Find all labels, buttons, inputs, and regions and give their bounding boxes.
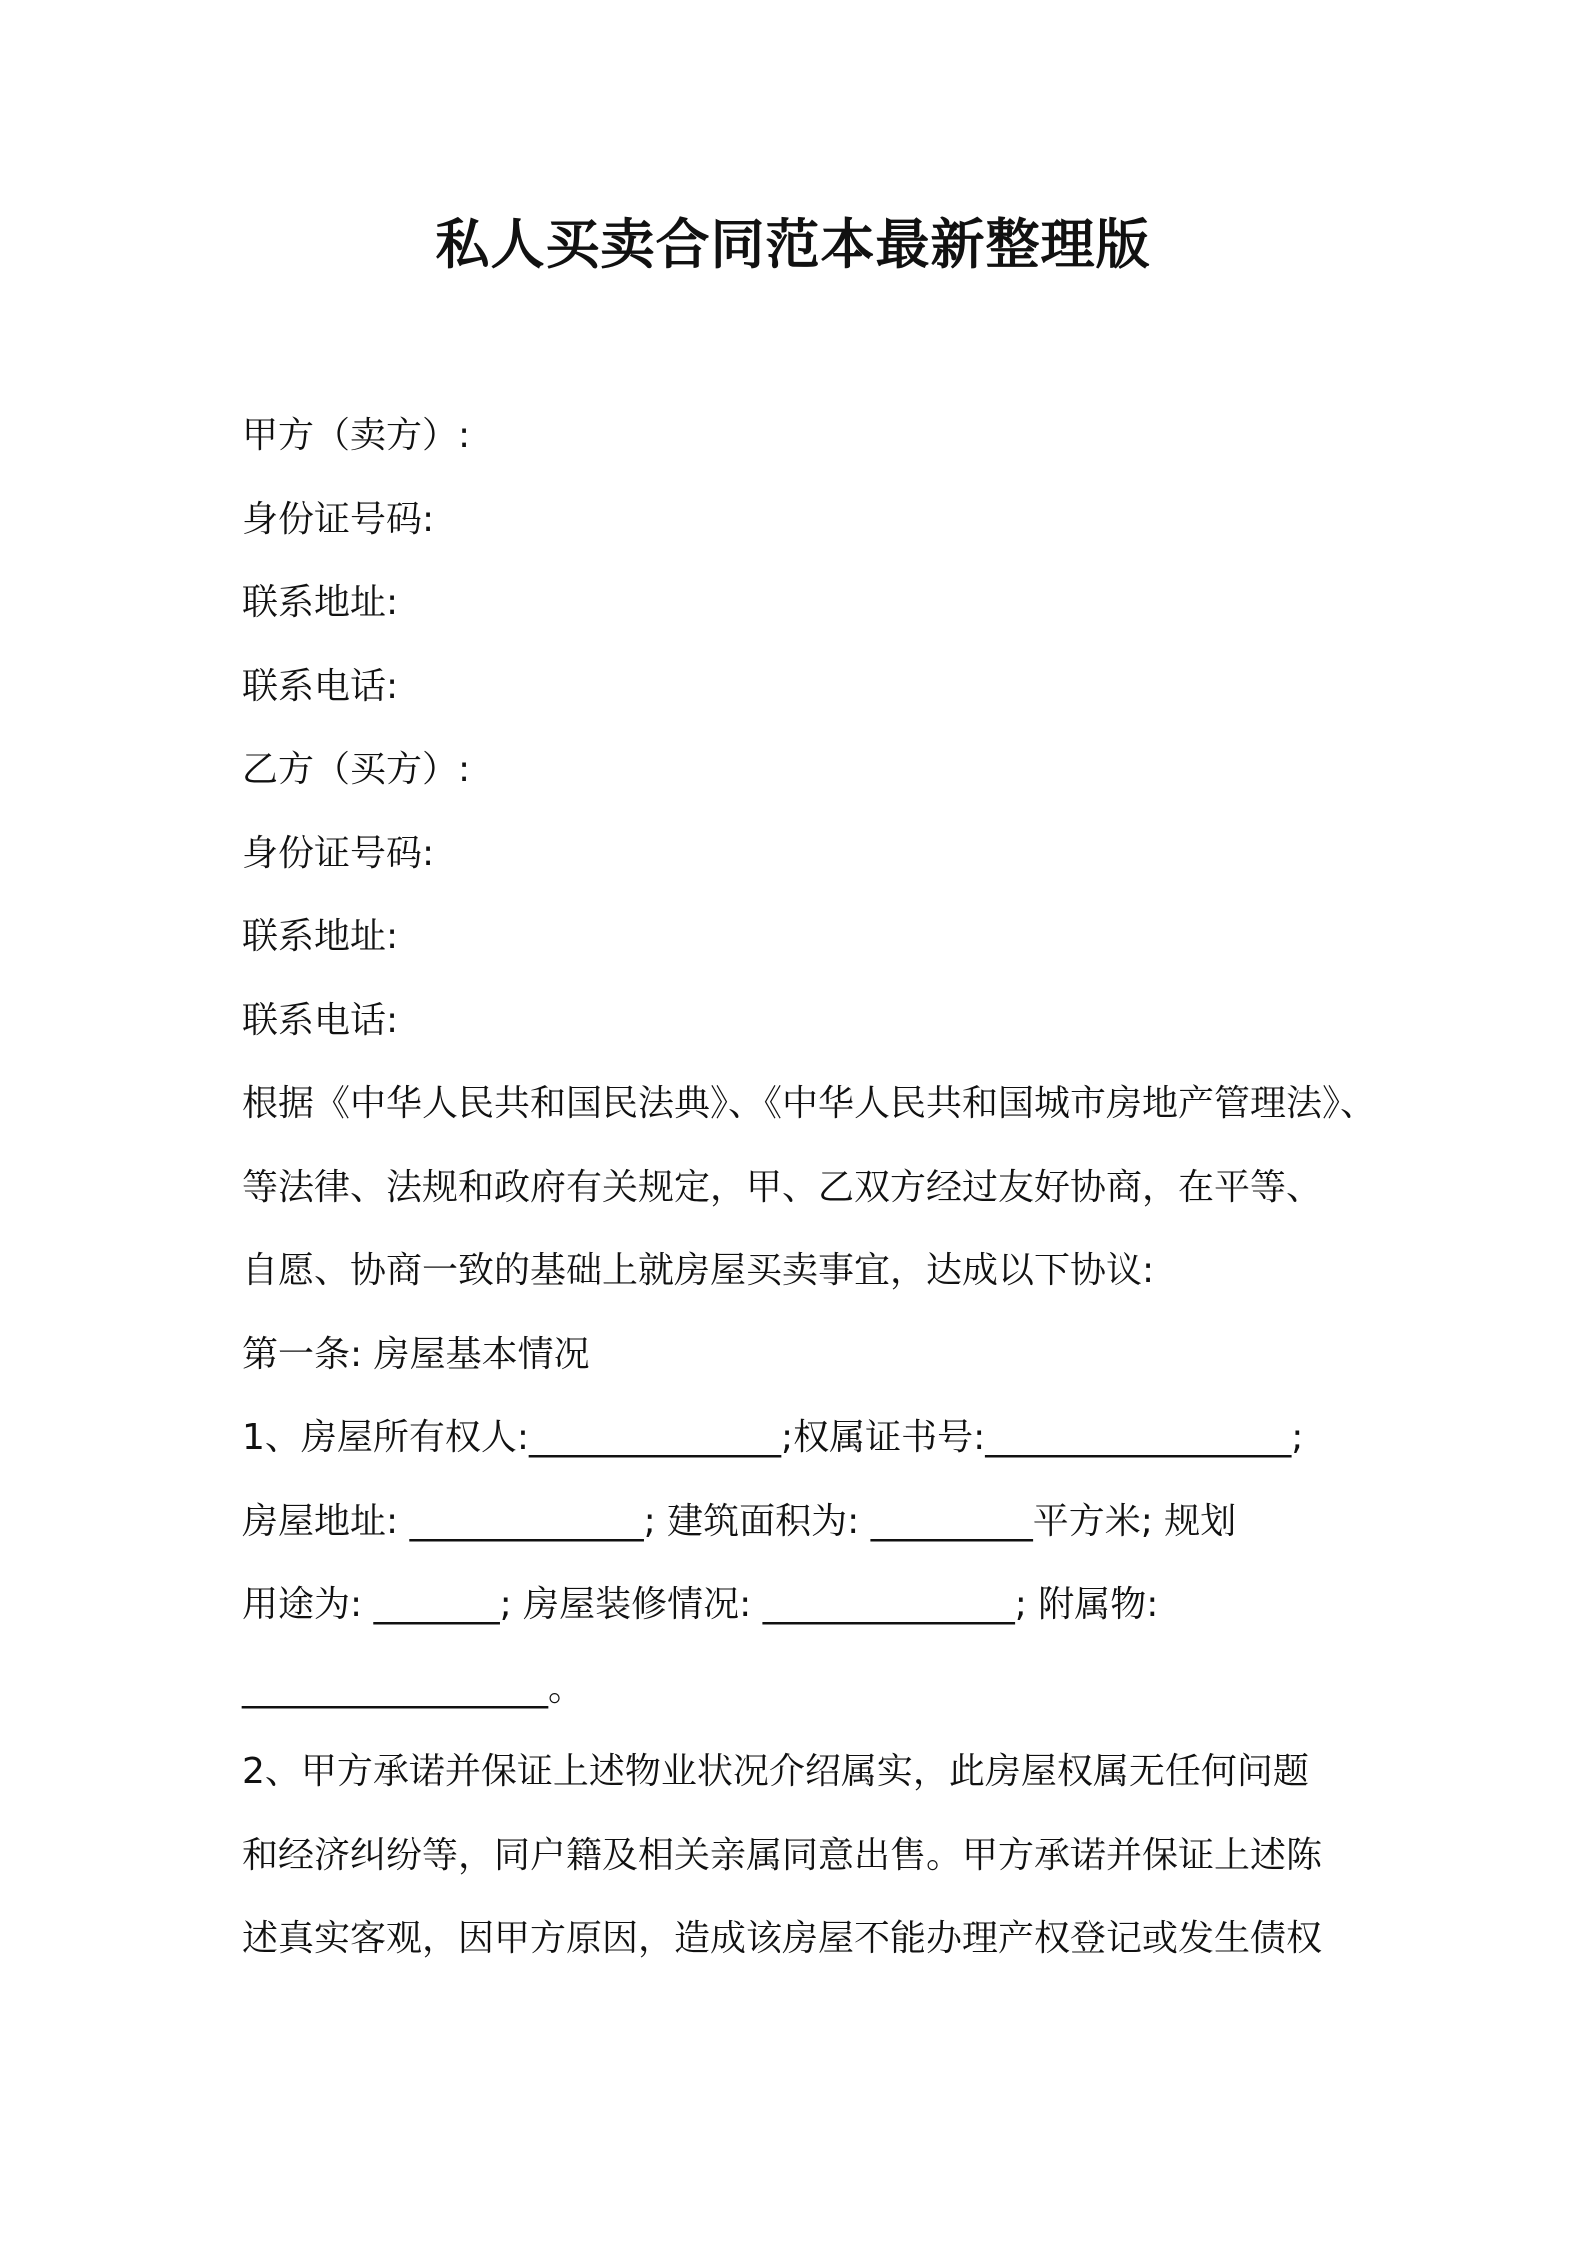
buyer-phone-line: 联系电话:	[242, 999, 399, 1041]
article-heading: 第一条: 房屋基本情况	[242, 1333, 590, 1375]
seller-phone-line: 联系电话:	[242, 665, 399, 707]
clause-line: 和经济纠纷等，同户籍及相关亲属同意出售。甲方承诺并保证上述陈	[242, 1834, 1323, 1876]
seller-address-line: 联系地址:	[242, 582, 399, 623]
clause-line: 述真实客观，因甲方原因，造成该房屋不能办理产权登记或发生债权	[242, 1918, 1323, 1959]
paragraph-line: 根据《中华人民共和国民法典》、《中华人民共和国城市房地产管理法》、	[242, 1083, 1377, 1124]
seller-name-line: 甲方（卖方）:	[242, 415, 471, 456]
paragraph-line: 等法律、法规和政府有关规定，甲、乙双方经过友好协商，在平等、	[242, 1166, 1323, 1208]
clause-line: 2、甲方承诺并保证上述物业状况介绍属实，此房屋权属无任何问题	[242, 1751, 1309, 1792]
document-title: 私人买卖合同范本最新整理版	[435, 213, 1151, 276]
clause-line: _________________。	[242, 1667, 584, 1709]
clause-line: 1、房屋所有权人:______________;权属证书号:_________________;	[242, 1417, 1304, 1458]
clause-line: 用途为: _______; 房屋装修情况: ______________; 附属物:	[242, 1584, 1159, 1625]
document-body	[242, 394, 1382, 1981]
paragraph-line: 自愿、协商一致的基础上就房屋买卖事宜，达成以下协议:	[242, 1250, 1155, 1291]
buyer-address-line: 联系地址:	[242, 916, 399, 957]
buyer-id-line: 身份证号码:	[242, 832, 435, 874]
seller-id-line: 身份证号码:	[242, 498, 435, 540]
buyer-name-line: 乙方（买方）:	[242, 749, 471, 790]
clause-line: 房屋地址: _____________; 建筑面积为: _________平方米; 规划	[242, 1500, 1237, 1542]
